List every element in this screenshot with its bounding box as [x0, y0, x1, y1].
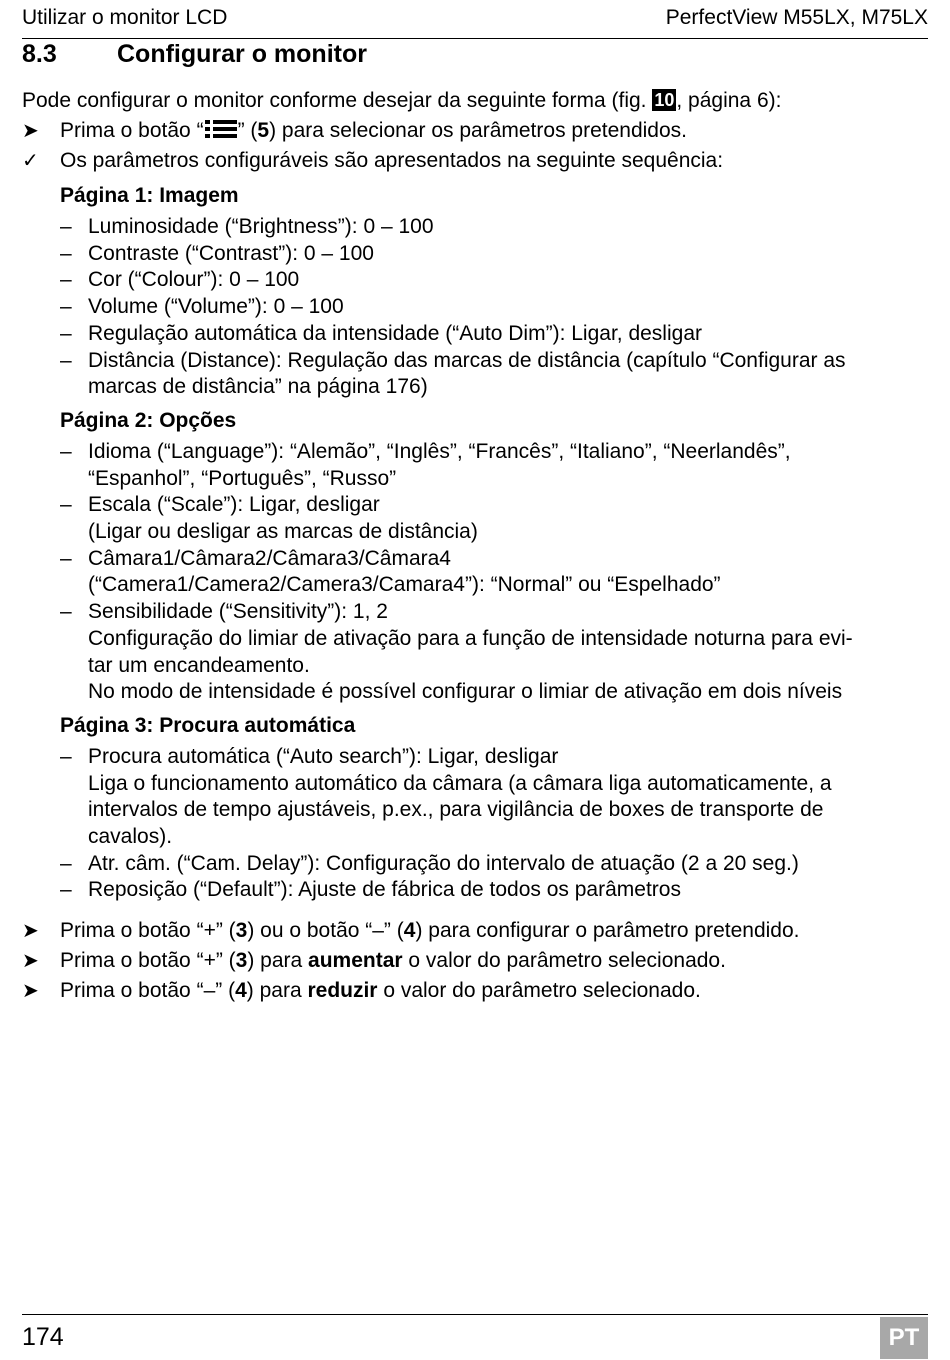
page3-heading: Página 3: Procura automática [60, 713, 356, 737]
arrow-bullet-icon: ➤ [22, 980, 39, 1003]
instruction-text: Prima o botão “ ” (5) para selecionar os parâmetros pretendidos. [60, 119, 687, 142]
list-item-line: Sensibilidade (“Sensitivity”): 1, 2 [88, 600, 388, 624]
list-item-text [88, 294, 928, 321]
list-item [60, 851, 928, 878]
list-item-line: intervalos de tempo ajustáveis, p.ex., para vigilância de boxes de transporte de [88, 798, 824, 822]
list-item [60, 877, 928, 904]
list-item-line: Contraste (“Contrast”): 0 – 100 [88, 241, 374, 265]
dash-bullet: – [60, 215, 72, 238]
list-item-line: tar um encandeamento. [88, 653, 310, 677]
figure-number-badge: 10 [654, 90, 675, 110]
list-item [60, 321, 928, 348]
section-heading [22, 40, 367, 69]
page-header [22, 4, 928, 39]
list-item-line: (Ligar ou desligar as marcas de distância) [88, 520, 478, 544]
dash-bullet: – [60, 348, 72, 372]
list-item-line: Liga o funcionamento automático da câmara (a câmara liga automaticamente, a [88, 771, 832, 795]
list-item-line: Cor (“Colour”): 0 – 100 [88, 268, 300, 292]
dash-bullet: – [60, 241, 72, 265]
list-item-text [88, 851, 928, 878]
list-item-line: No modo de intensidade é possível configurar o limiar de ativação em dois níveis [88, 680, 843, 704]
list-item-line: Volume (“Volume”): 0 – 100 [88, 295, 344, 319]
arrow-bullet-icon: ➤ [22, 950, 39, 973]
list-item-text [88, 492, 928, 545]
list-item-text [88, 321, 928, 348]
page-number: 174 [22, 1323, 64, 1351]
dash-bullet: – [60, 439, 72, 463]
list-item [60, 744, 928, 851]
instruction-step-1 [22, 116, 928, 146]
list-item-text [88, 214, 928, 241]
list-item-line: Luminosidade (“Brightness”): 0 – 100 [88, 215, 434, 238]
dash-bullet: – [60, 321, 72, 345]
checkmark-icon: ✓ [22, 150, 39, 172]
list-item [60, 267, 928, 294]
list-item-line: cavalos). [88, 825, 173, 849]
instruction-text: Prima o botão “–” (4) para reduzir o valor do parâmetro selecionado. [60, 979, 701, 1003]
list-item-line: Configuração do limiar de ativação para a função de intensidade noturna para evi- [88, 626, 853, 650]
list-item [60, 546, 928, 599]
list-item [60, 439, 928, 492]
intro-paragraph [22, 86, 928, 116]
dash-bullet: – [60, 851, 72, 875]
list-item-text [88, 439, 928, 492]
list-item-line: (“Camera1/Camera2/Camera3/Camara4”): “Normal” ou “Espelhado” [88, 573, 721, 597]
arrow-bullet-icon: ➤ [22, 120, 39, 142]
dash-bullet: – [60, 878, 72, 902]
list-item-line: Distância (Distance): Regulação das marcas de distância (capítulo “Configurar as [88, 348, 846, 372]
list-item-text [88, 877, 928, 904]
dash-bullet: – [60, 744, 72, 768]
page2-list [22, 439, 928, 706]
list-item-text [88, 348, 928, 401]
dash-bullet: – [60, 546, 72, 570]
list-item-text [88, 267, 928, 294]
dash-bullet: – [60, 268, 72, 292]
page1-heading: Página 1: Imagem [60, 184, 239, 207]
list-item [60, 492, 928, 545]
language-badge: PT [880, 1317, 928, 1359]
list-item-line: Câmara1/Câmara2/Câmara3/Câmara4 [88, 546, 451, 570]
main-content [22, 86, 928, 1006]
section-title: Configurar o monitor [117, 40, 367, 68]
list-item-line: marcas de distância” na página 176) [88, 375, 428, 399]
list-item-line: Regulação automática da intensidade (“Auto Dim”): Ligar, desligar [88, 321, 702, 345]
list-item-text [88, 744, 928, 851]
intro-text: Pode configurar o monitor conforme desejar da seguinte forma (fig. [22, 89, 647, 112]
list-item [60, 241, 928, 268]
instruction-text: Prima o botão “+” (3) ou o botão “–” (4) para configurar o parâmetro pretendido. [60, 919, 800, 943]
list-item [60, 599, 928, 706]
list-item-line: Escala (“Scale”): Ligar, desligar [88, 493, 380, 517]
dash-bullet: – [60, 493, 72, 517]
intro-text-after: , página 6): [676, 89, 782, 112]
list-item-line: Procura automática (“Auto search”): Ligar, desligar [88, 744, 559, 768]
instruction-step-2 [22, 916, 928, 946]
page3-list [22, 744, 928, 904]
menu-list-icon [204, 117, 238, 141]
section-number: 8.3 [22, 40, 57, 68]
list-item-line: Atr. câm. (“Cam. Delay”): Configuração do intervalo de atuação (2 a 20 seg.) [88, 851, 799, 875]
header-chapter: Utilizar o monitor LCD [22, 6, 228, 29]
footer-divider [22, 1314, 928, 1315]
list-item [60, 348, 928, 401]
instruction-step-4 [22, 976, 928, 1006]
list-item-text [88, 546, 928, 599]
dash-bullet: – [60, 600, 72, 624]
arrow-bullet-icon: ➤ [22, 920, 39, 943]
page1-list [22, 214, 928, 401]
list-item-line: Idioma (“Language”): “Alemão”, “Inglês”, “Francês”, “Italiano”, “Neerlandês”, [88, 439, 791, 463]
list-item [60, 214, 928, 241]
note-text: Os parâmetros configuráveis são apresentados na seguinte sequência: [60, 149, 724, 172]
list-item-line: Reposição (“Default”): Ajuste de fábrica de todos os parâmetros [88, 878, 681, 902]
list-item [60, 294, 928, 321]
list-item-text [88, 241, 928, 268]
note-line [22, 146, 928, 176]
page2-heading: Página 2: Opções [60, 408, 237, 432]
header-product: PerfectView M55LX, M75LX [665, 6, 928, 29]
instruction-step-3 [22, 946, 928, 976]
instruction-text: Prima o botão “+” (3) para aumentar o valor do parâmetro selecionado. [60, 949, 726, 973]
list-item-line: “Espanhol”, “Português”, “Russo” [88, 466, 397, 490]
list-item-text [88, 599, 928, 706]
dash-bullet: – [60, 295, 72, 319]
